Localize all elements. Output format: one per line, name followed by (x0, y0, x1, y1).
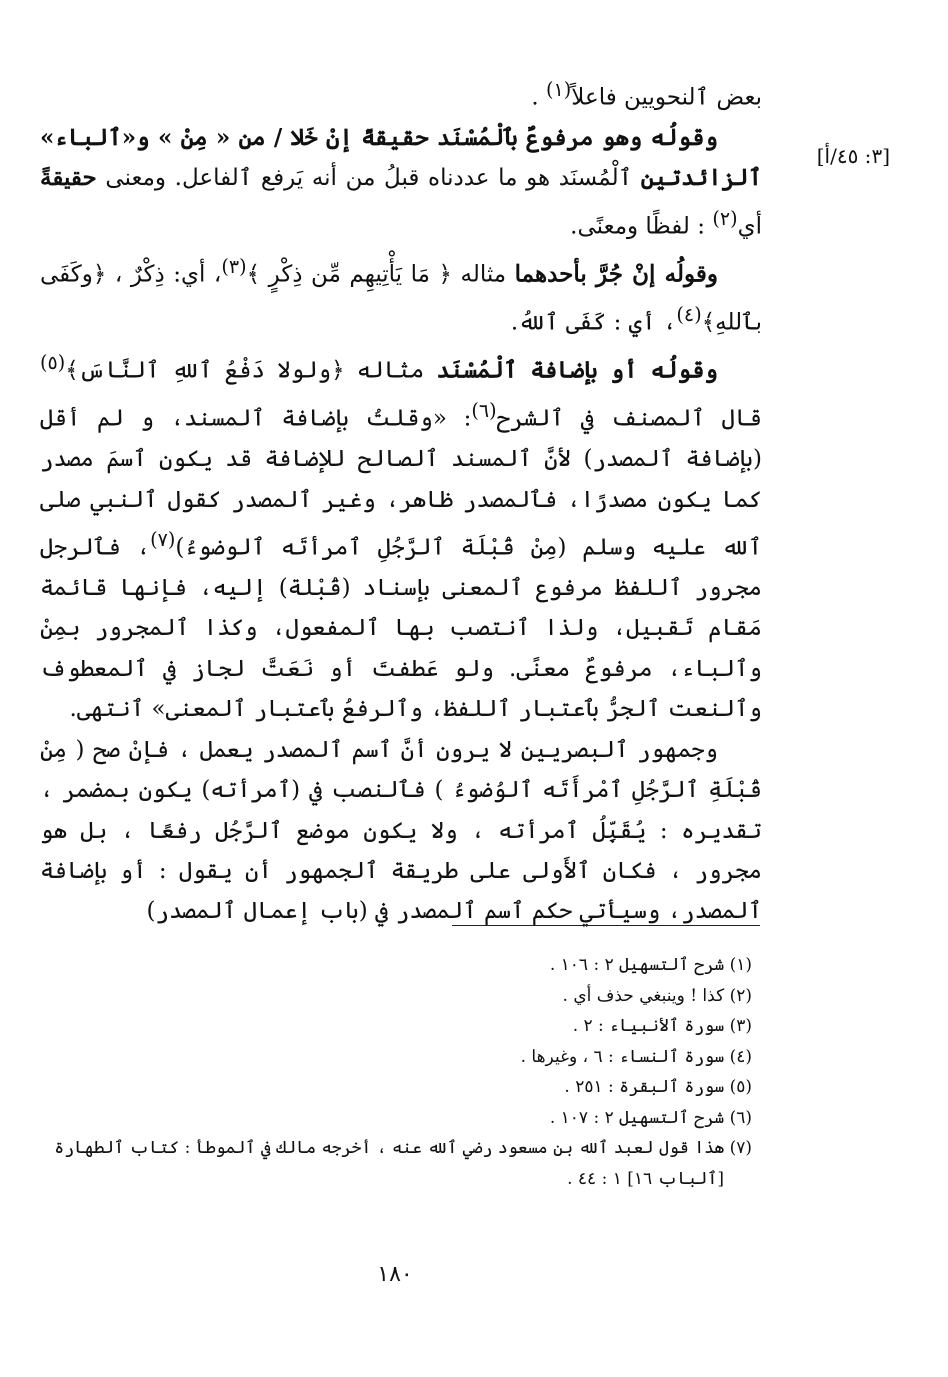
paragraph (40, 118, 762, 247)
text-run: ٱلْمُسنَد هو ما عددناه قبلُ من أنه يَرفع ٱلفاعل. ومعنى (96, 165, 641, 192)
text-run: قال ٱلمصنف في ٱلشرح (496, 405, 762, 432)
text-run: مثاله ﴿ولولا دَفْعُ ٱللهِ ٱلنَّاسَ﴾ (65, 357, 437, 384)
footnote-text: سورة ٱلأنبياء : ٢ . (572, 1016, 725, 1036)
footnote-separator (452, 925, 760, 926)
footnote (40, 1011, 752, 1042)
footnotes (40, 950, 752, 1194)
text-run: . (531, 84, 546, 111)
bold-lemma: وقولُه إنْ جُرَّ بأحدهما (514, 260, 719, 288)
footnote-number: (١) (729, 955, 752, 975)
footnote-marker: (٣) (221, 254, 247, 278)
text-run: أي (737, 213, 762, 240)
paragraph (40, 247, 762, 343)
text-run: بعض ٱلنحويين فاعلاً (571, 84, 762, 111)
footnote-text: سورة ٱلنساء : ٦ ، وغيرها . (520, 1046, 725, 1067)
footnote (40, 1072, 752, 1103)
text-run: ، فٱلرجل مجرور ٱللفظ مرفوع ٱلمعنى بإسناد (قُبْلة) إليه، فإنها قائمة مَقام تَقبيل، ولذا ٱنتصب بها ٱلمفعول، وكذا ٱلمجرور بمِنْ وٱلباء، مرفوعٌ معنًى. ولو عَطفتَ أو نَعَتَّ لجاز في ٱلمعطوف وٱلنعت ٱلجرُّ بٱعتبار ٱللفظ، وٱلرفعُ بٱعتبار ٱلمعنى» ٱنتهى. (40, 534, 762, 723)
bold-lemma: وقولُه أو بإضافة ٱلْمُسْنَد (436, 356, 718, 384)
page-number: ١٨٠ (377, 1262, 413, 1287)
footnote (40, 1133, 752, 1164)
footnote (40, 950, 752, 981)
footnote-continuation: [ٱلباب ١٦] ١ : ٤٤ . (567, 1168, 724, 1189)
footnote (40, 1042, 752, 1073)
footnote-text: كذا ! وينبغي حذف أي . (562, 985, 725, 1006)
footnote-number: (٣) (729, 1016, 752, 1036)
footnote (40, 981, 752, 1012)
footnote-text: شرح ٱلتسهيل ٢ : ١٠٦ . (549, 955, 725, 975)
text-run: : لفظًا ومعنًى. (570, 213, 713, 240)
footnote-marker: (٤) (676, 303, 702, 326)
footnote-marker: (٦) (471, 399, 497, 423)
main-text (40, 70, 762, 932)
text-run: ، أي: ذِكْرٌ ، ﴿وكَفَى بٱللهِ﴾ (40, 261, 762, 336)
footnote-marker: (١) (545, 78, 572, 101)
footnote-number: (٤) (729, 1046, 752, 1067)
text-run: وجمهور ٱلبصريين لا يرون أنَّ ٱسم ٱلمصدر يعمل ، فإنْ صح ( مِنْ قُبْلَةِ ٱلرَّجُلِ ٱمْرأَتَه ٱلوُضوءُ ) فٱلنصب في (ٱمرأته) يكون بمضمر ، تقديره : يُقَبِّلُ ٱمرأته ، ولا يكون موضع ٱلرَّجُل رفعًا ، بل هو مجرور ، فكان ٱلأَولى على طريقة ٱلجمهور أن يقول : أو بإضافة ٱلمصدر، وسيأتي حكم ٱسم ٱلمصدر في (باب إعمال ٱلمصدر) (40, 736, 762, 925)
footnote-text: هذا قول لعبد ٱلله بن مسعود رضي ٱلله عنه ، أخرجه مالك في ٱلموطأ : كتاب ٱلطهارة (54, 1138, 725, 1158)
footnote-number: (٦) (729, 1107, 752, 1128)
paragraph (40, 730, 762, 932)
footnote-marker: (٥) (40, 351, 66, 375)
footnote-number: (٢) (729, 985, 752, 1006)
footnote (40, 1103, 752, 1134)
bold-lemma: وقولُه وهو مرفوعٌ بٱلْمُسْنَد حقيقةً إنْ خَلا / من « مِنْ » و«ٱلباء» ٱلزائدتين (40, 124, 762, 192)
paragraph (40, 70, 762, 118)
text-run: ، أي : كَفَى ٱللهُ. (510, 309, 677, 336)
margin-manuscript-reference: [٣: ٤٥/أ] (816, 144, 890, 168)
footnote-number: (٧) (729, 1138, 752, 1158)
footnote-number: (٥) (729, 1077, 752, 1097)
footnote-marker: (٧) (150, 528, 176, 551)
paragraph (40, 343, 762, 730)
footnote-text: شرح ٱلتسهيل ٢ : ١٠٧ . (549, 1107, 725, 1128)
footnote-text: سورة ٱلبقرة : ٢٥١ . (564, 1077, 725, 1097)
text-run: : «وقلتُ بإضافة ٱلمسند، و لم أقل (بإضافة ٱلمصدر) لأنَّ ٱلمسند ٱلصالح للإضافة قد يكون ٱسمَ مصدر كما يكون مصدرًا، فٱلمصدر ظاهر، وغير ٱلمصدر كقول ٱلنبي صلى ٱلله عليه وسلم (مِنْ قُبْلَة ٱلرَّجُلِ ٱمرأتَه ٱلوضوءُ) (40, 405, 762, 561)
text-run: مثاله ﴿ مَا يَأْتِيهِم مِّن ذِكْرٍ ﴾ (246, 261, 515, 288)
footnote-marker: (٢) (712, 206, 738, 230)
bold-lemma: حقيقةً (40, 164, 97, 192)
